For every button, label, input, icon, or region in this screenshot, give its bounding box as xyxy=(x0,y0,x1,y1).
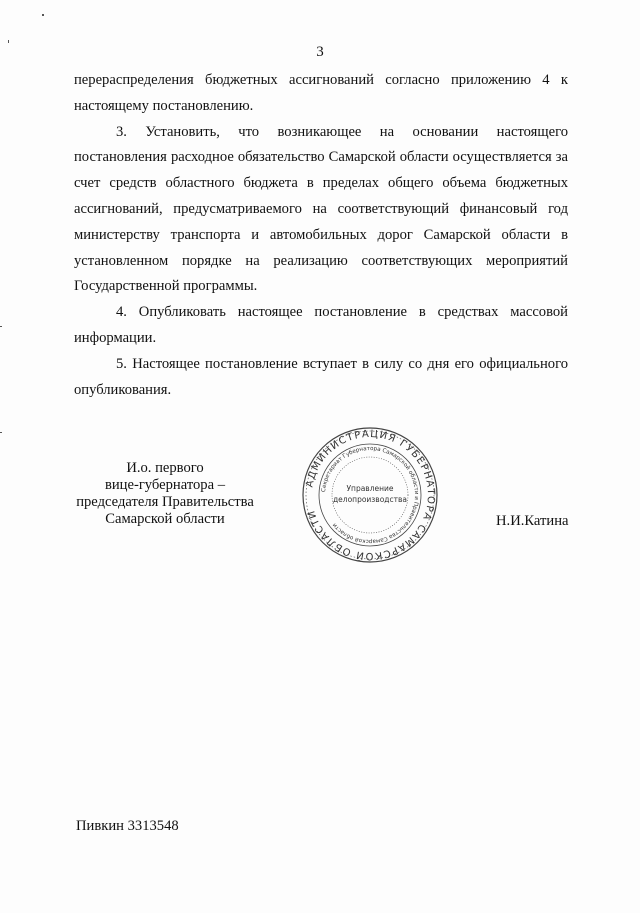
scan-speck xyxy=(42,14,44,16)
stamp-outer-text: АДМИНИСТРАЦИЯ ГУБЕРНАТОРА САМАРСКОЙ ОБЛАСТИ xyxy=(304,428,437,562)
stamp-middle-text: Секретариат Губернатора Самарской области и Правительства Самарской области xyxy=(321,445,420,545)
document-body xyxy=(74,68,568,403)
signatory-position-line: вице-губернатора – xyxy=(104,477,226,493)
stamp-center-line-2: делопроизводства xyxy=(332,495,408,504)
official-stamp xyxy=(300,425,440,565)
paragraph-5: 5. Настоящее постановление вступает в силу со дня его официального опубликования. xyxy=(74,355,568,398)
paragraph-4: 4. Опубликовать настоящее постановление в средствах массовой информации. xyxy=(74,304,568,346)
scan-speck xyxy=(0,432,2,433)
stamp-center-line-1: Управление xyxy=(346,484,394,493)
paragraph-continuation: перераспределения бюджетных ассигнований согласно приложению 4 к настоящему постановлению. xyxy=(74,72,568,114)
signatory-position xyxy=(60,460,270,528)
signatory-position-line: И.о. первого xyxy=(126,460,204,476)
scan-speck xyxy=(0,326,2,327)
executor-footer: Пивкин 3313548 xyxy=(76,818,179,834)
stamp-graphic xyxy=(300,425,440,565)
signatory-position-line: председателя Правительства xyxy=(76,494,254,510)
page-number: 3 xyxy=(316,44,324,60)
signatory-name: Н.И.Катина xyxy=(496,513,569,529)
scan-speck xyxy=(8,40,9,43)
paragraph-3: 3. Установить, что возникающее на основании настоящего постановления расходное обязательство Самарской области осуществляется за счет средств областного бюджета в пределах общего объема бюджетных ассигнований, предусматриваемого на соответствующий финансовый год министерству транспорта и автомобильных дорог Самарской области в установленном порядке на реализацию соответствующих мероприятий Государственной программы. xyxy=(74,123,568,295)
signatory-position-line: Самарской области xyxy=(105,511,225,527)
